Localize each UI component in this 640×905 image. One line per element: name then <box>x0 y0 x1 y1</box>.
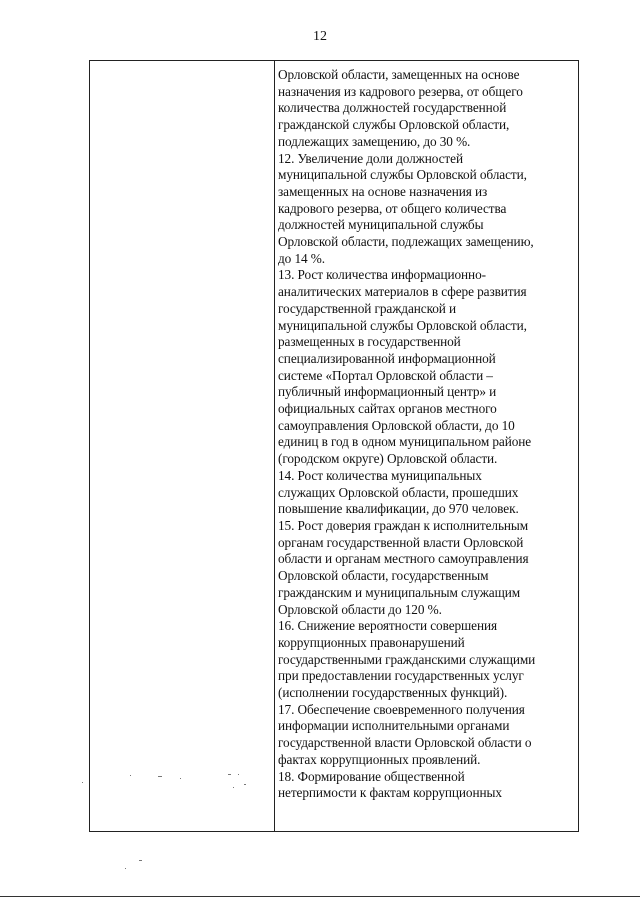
text-line: 18. Формирование общественной <box>278 768 465 784</box>
text-line: Орловской области, подлежащих замещению, <box>278 234 534 250</box>
text-line: государственными гражданскими служащими <box>278 651 536 667</box>
text-line: количества должностей государственной <box>278 100 507 116</box>
text-line: информации исполнительными органами <box>278 718 510 734</box>
text-line: при предоставлении государственных услуг <box>278 668 524 684</box>
scan-speck <box>125 868 126 869</box>
table-left-cell <box>90 61 274 831</box>
text-line: единиц в год в одном муниципальном районе <box>278 434 532 450</box>
text-line: 15. Рост доверия граждан к исполнительным <box>278 517 529 533</box>
text-line: муниципальной службы Орловской области, <box>278 167 527 183</box>
text-line: Орловской области до 120 %. <box>278 601 442 617</box>
text-line: аналитических материалов в сфере развития <box>278 284 527 300</box>
text-line: (городском округе) Орловской области. <box>278 451 498 467</box>
document-table <box>89 60 579 832</box>
text-line: коррупционных правонарушений <box>278 634 465 650</box>
scan-speck <box>139 860 142 861</box>
text-line: замещенных на основе назначения из <box>278 183 488 199</box>
scan-speck <box>244 784 246 785</box>
text-line: 14. Рост количества муниципальных <box>278 467 482 483</box>
text-line: самоуправления Орловской области, до 10 <box>278 417 515 433</box>
scan-speck <box>233 787 234 788</box>
text-line: нетерпимости к фактам коррупционных <box>278 785 502 801</box>
column-divider <box>274 61 275 831</box>
text-line: должностей муниципальной службы <box>278 217 484 233</box>
text-line: 17. Обеспечение своевременного получения <box>278 701 525 717</box>
text-line: (исполнении государственных функций). <box>278 685 508 701</box>
text-line: 16. Снижение вероятности совершения <box>278 618 498 634</box>
scan-speck <box>158 776 162 777</box>
text-line: муниципальной службы Орловской области, <box>278 317 527 333</box>
scan-speck <box>180 778 181 779</box>
scan-speck <box>228 774 231 775</box>
text-line: специализированной информационной <box>278 350 496 366</box>
text-line: фактах коррупционных проявлений. <box>278 751 481 767</box>
text-line: подлежащих замещению, до 30 %. <box>278 133 471 149</box>
text-line: области и органам местного самоуправления <box>278 551 529 567</box>
text-line: повышение квалификации, до 970 человек. <box>278 501 519 517</box>
text-line: размещенных в государственной <box>278 334 461 350</box>
text-line: государственной гражданской и <box>278 300 457 316</box>
text-line: гражданским и муниципальным служащим <box>278 584 521 600</box>
text-line: Орловской области, замещенных на основе <box>278 67 520 82</box>
text-line: до 14 %. <box>278 250 325 266</box>
scan-speck <box>82 782 83 783</box>
scan-bottom-edge <box>0 896 640 897</box>
text-line: служащих Орловской области, прошедших <box>278 484 519 500</box>
text-line: гражданской службы Орловской области, <box>278 117 510 133</box>
text-line: кадрового резерва, от общего количества <box>278 200 507 216</box>
page-number: 12 <box>313 29 327 44</box>
text-line: официальных сайтах органов местного <box>278 401 497 417</box>
text-line: органам государственной власти Орловской <box>278 534 524 550</box>
scan-speck <box>238 774 239 775</box>
text-line: 13. Рост количества информационно- <box>278 267 486 283</box>
text-line: назначения из кадрового резерва, от общего <box>278 83 523 99</box>
text-line: системе «Портал Орловской области – <box>278 367 493 383</box>
text-line: Орловской области, государственным <box>278 568 489 584</box>
text-line: 12. Увеличение доли должностей <box>278 150 463 166</box>
text-line: государственной власти Орловской области о <box>278 735 532 751</box>
table-right-cell <box>278 67 578 802</box>
scan-speck <box>130 775 131 776</box>
text-line: публичный информационный центр» и <box>278 384 497 400</box>
